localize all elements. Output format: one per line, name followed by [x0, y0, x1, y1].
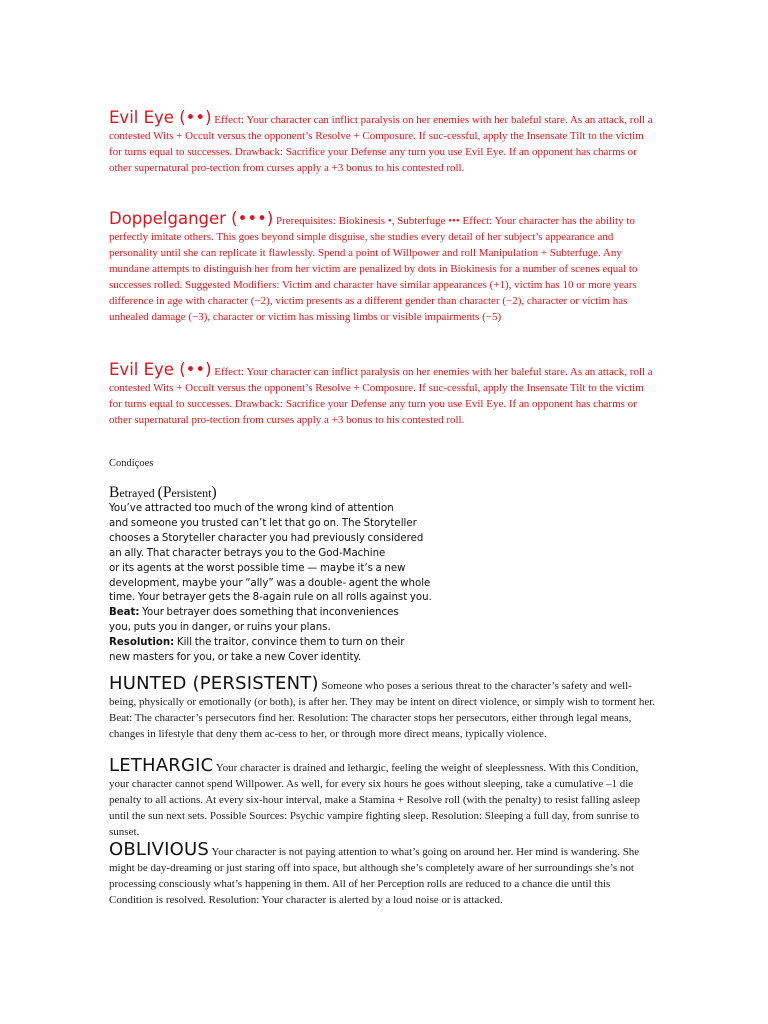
oblivious-heading: OBLIVIOUS: [109, 839, 210, 860]
lethargic-text: Your character is drained and lethargic, feeling the weight of sleeplessness. With this Condition, your character cannot spend Willpower. As well, for every six hours he goes without sleeping, take a cumulative –1 die penalty to all actions. At every six-hour interval, make a Stamina + Resolve roll (with the penalty) to resist falling asleep until the sun next sets. Possible Sources: Psychic vampire fighting sleep. Resolution: Sleeping a full day, from sunrise to sunset.: [109, 762, 641, 838]
betrayed-title-open: (: [157, 484, 163, 501]
beat-text: Your betrayer does something that inconveniences: [139, 607, 399, 619]
betrayed-body: [109, 502, 489, 666]
doppelganger-heading: Doppelganger (•••): [109, 209, 274, 228]
lethargic-heading: LETHARGIC: [109, 755, 214, 776]
betrayed-title: [109, 484, 217, 502]
hunted-text: Someone who poses a serious threat to the character’s safety and well-being, physically or emotionally (or both), is after her. They may be intent on direct violence, or simply wish to torment her. Beat: The character’s persecutors find her. Resolution: The character stops her persecutors, either through legal means, changes in lifestyle that deny them ac-cess to her, or through more direct means, typically violence.: [109, 680, 656, 740]
betrayed-title-rest2: ersistent: [171, 486, 212, 500]
betrayed-title-initial: B: [109, 484, 120, 501]
betrayed-title-rest: etrayed: [119, 486, 155, 500]
evil-eye-entry-1: [109, 110, 657, 176]
beat-label: Beat:: [109, 607, 140, 619]
betrayed-line: chooses a Storyteller character you had previously considered: [109, 532, 424, 544]
betrayed-title-close: ): [211, 484, 217, 501]
evil-eye-text-1: Effect: Your character can inflict paralysis on her enemies with her baleful stare. As an attack, roll a contested Wits + Occult versus the opponent’s Resolve + Composure. If suc-cessful, apply the Insensate Tilt to the victim for turns equal to successes. Drawback: Sacrifice your Defense any turn you use Evil Eye. If an opponent has charms or other supernatural pro-tection from curses apply a +3 bonus to his contested roll.: [109, 114, 653, 174]
betrayed-beat-line: [109, 606, 489, 621]
betrayed-line: and someone you trusted can’t let that go on. The Storyteller: [109, 517, 417, 529]
betrayed-resolution-line: [109, 636, 489, 651]
betrayed-resolution-line-2: new masters for you, or take a new Cover identity.: [109, 652, 362, 664]
betrayed-title-p: P: [162, 484, 172, 501]
betrayed-line: time. Your betrayer gets the 8-again rule on all rolls against you.: [109, 592, 432, 604]
evil-eye-heading-1: Evil Eye (••): [109, 108, 212, 127]
resolution-text: Kill the traitor, convince them to turn on their: [174, 637, 405, 649]
betrayed-line: or its agents at the worst possible time — maybe it’s a new: [109, 562, 406, 574]
evil-eye-entry-2: [109, 362, 657, 428]
evil-eye-text-2: Effect: Your character can inflict paralysis on her enemies with her baleful stare. As an attack, roll a contested Wits + Occult versus the opponent’s Resolve + Composure. If suc-cessful, apply the Insensate Tilt to the victim for turns equal to successes. Drawback: Sacrifice your Defense any turn you use Evil Eye. If an opponent has charms or other supernatural pro-tection from curses apply a +3 bonus to his contested roll.: [109, 366, 653, 426]
conditions-label: Condiçoes: [109, 458, 154, 469]
betrayed-beat-line-2: you, puts you in danger, or ruins your plans.: [109, 622, 331, 634]
lethargic-entry: [109, 755, 657, 840]
betrayed-line: You’ve attracted too much of the wrong kind of attention: [109, 503, 394, 514]
betrayed-line: an ally. That character betrays you to the God-Machine: [109, 547, 386, 559]
hunted-heading: HUNTED (PERSISTENT): [109, 673, 319, 694]
oblivious-text: Your character is not paying attention to what’s going on around her. Her mind is wandering. She might be day-dreaming or just staring off into space, but although she’s completely aware of her surroundings she’s not processing consciously what’s happening in them. All of her Perception rolls are reduced to a chance die until this Condition is resolved. Resolution: Your character is alerted by a loud noise or is attacked.: [109, 846, 640, 906]
hunted-entry: [109, 673, 657, 742]
doppelganger-entry: [109, 211, 657, 325]
doppelganger-text: Prerequisites: Biokinesis •, Subterfuge ••• Effect: Your character has the ability to perfectly imitate others. This goes beyond simple disguise, she studies every detail of her subject’s appearance and personality until she can replicate it flawlessly. Spend a point of Willpower and roll Manipulation + Subterfuge. Any mundane attempts to distinguish her from her victim are penalized by dots in Biokinesis for a number of scenes equal to successes rolled. Suggested Modifiers: Victim and character have similar appearances (+1), victim has 10 or more years difference in age with character (−2), victim presents as a different gender than character (−2), character or victim has unhealed damage (−3), character or victim has missing limbs or visible impairments (−5): [109, 215, 638, 323]
oblivious-entry: [109, 839, 657, 908]
evil-eye-heading-2: Evil Eye (••): [109, 360, 212, 379]
resolution-label: Resolution:: [109, 637, 175, 649]
betrayed-line: development, maybe your “ally” was a double- agent the whole: [109, 577, 431, 589]
